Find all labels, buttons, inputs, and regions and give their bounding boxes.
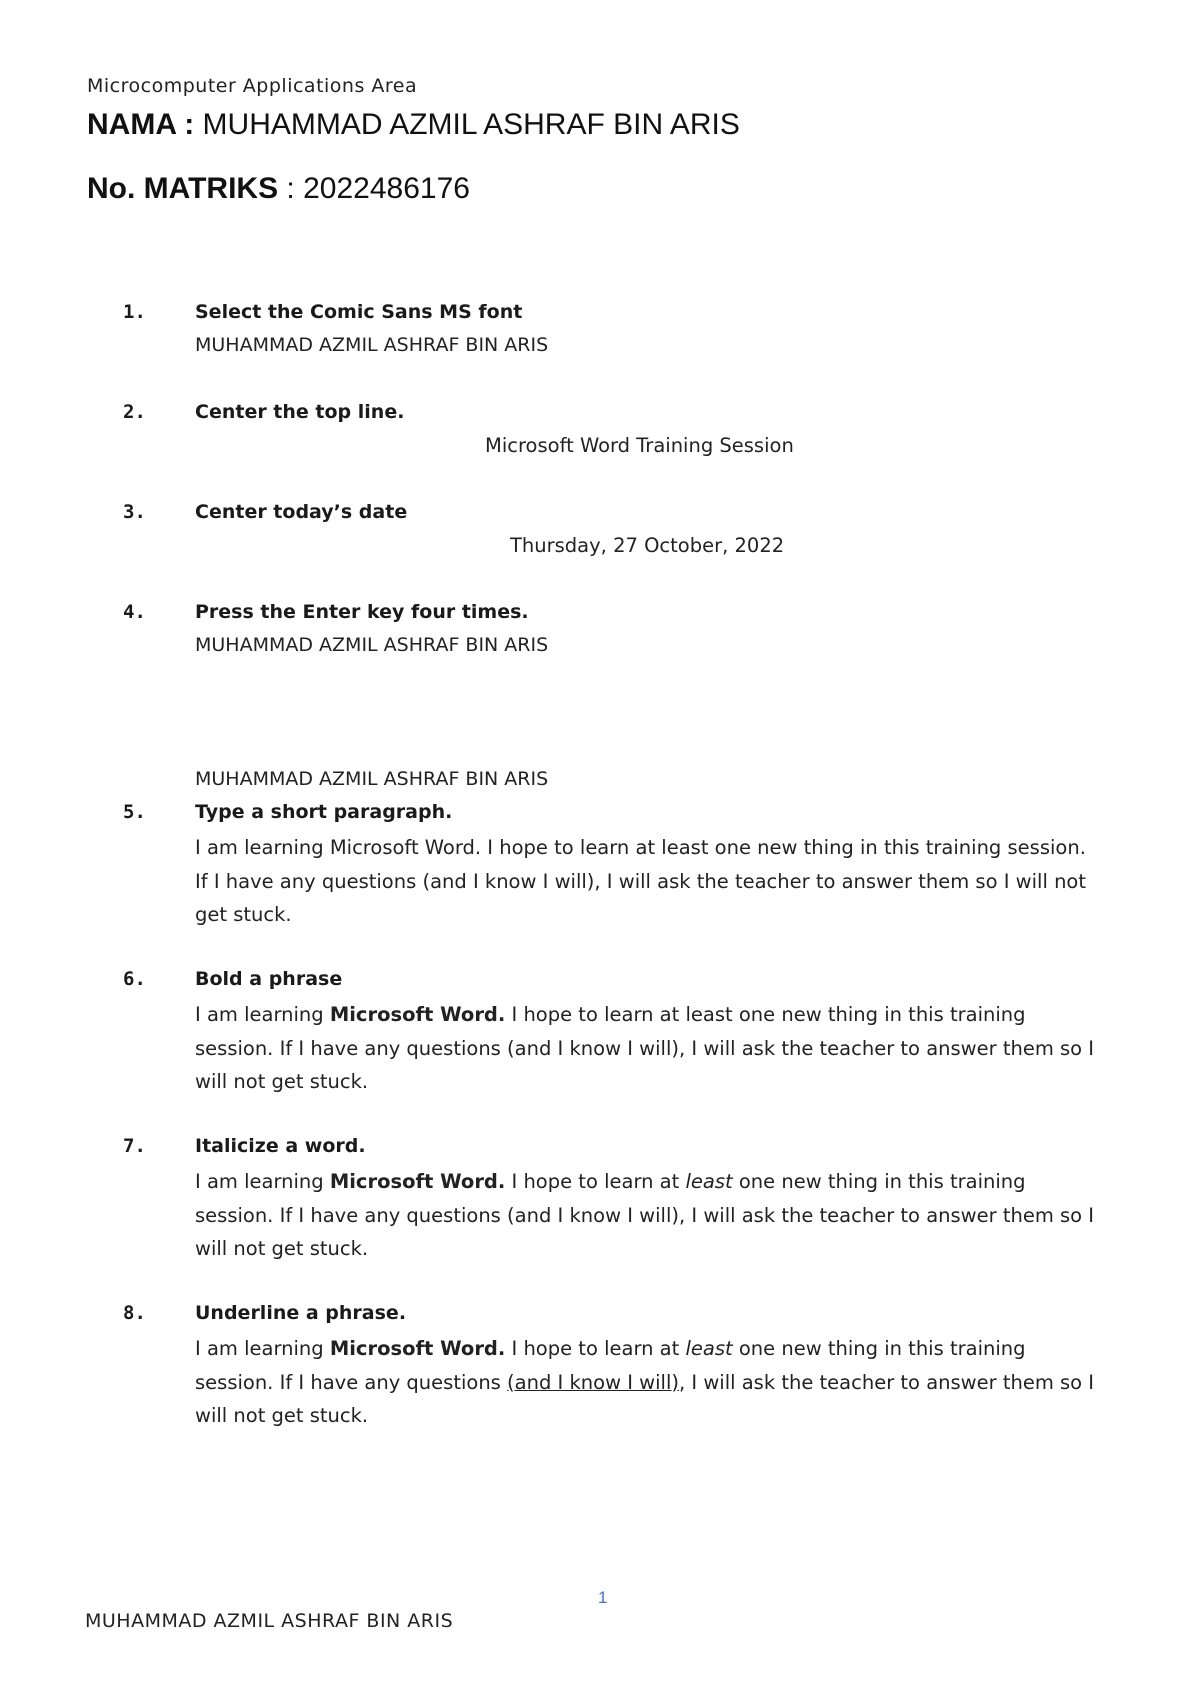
matric-value: 2022486176 <box>303 172 470 205</box>
item-5-number: 5. <box>123 801 146 823</box>
item-5-instruction: Type a short paragraph. <box>195 801 453 823</box>
item-8-paragraph: I am learning Microsoft Word. I hope to learn at least one new thing in this training session. If I have any questions (and I know I will), I will ask the teacher to answer them so I will not get stuck. <box>195 1337 1095 1427</box>
item-7-instruction: Italicize a word. <box>195 1135 366 1157</box>
item-4-number: 4. <box>123 601 146 623</box>
matric-line <box>87 172 470 206</box>
item-4-instruction: Press the Enter key four times. <box>195 601 529 623</box>
item-2-centered-title: Microsoft Word Training Session <box>485 434 794 457</box>
item-2-number: 2. <box>123 401 146 423</box>
item-7-paragraph: I am learning Microsoft Word. I hope to learn at least one new thing in this training session. If I have any questions (and I know I will), I will ask the teacher to answer them so I will not get stuck. <box>195 1170 1095 1260</box>
name-value: MUHAMMAD AZMIL ASHRAF BIN ARIS <box>202 108 740 141</box>
item-3-number: 3. <box>123 501 146 523</box>
name-separator: : <box>175 108 203 141</box>
item-3-centered-date: Thursday, 27 October, 2022 <box>510 534 785 557</box>
item-1-number: 1. <box>123 301 146 323</box>
item-4-text: MUHAMMAD AZMIL ASHRAF BIN ARIS <box>195 634 549 656</box>
item-7-number: 7. <box>123 1135 146 1157</box>
name-label: NAMA <box>87 108 176 141</box>
item-1-instruction: Select the Comic Sans MS font <box>195 301 523 323</box>
underlined-phrase: (and I know I will) <box>507 1370 679 1394</box>
item-3-instruction: Center today’s date <box>195 501 408 523</box>
item-8-number: 8. <box>123 1302 146 1324</box>
item-8-instruction: Underline a phrase. <box>195 1302 407 1324</box>
footer-author: MUHAMMAD AZMIL ASHRAF BIN ARIS <box>85 1610 454 1632</box>
item-2-instruction: Center the top line. <box>195 401 405 423</box>
bold-phrase: Microsoft Word. <box>329 1003 506 1026</box>
name-line <box>87 108 740 142</box>
plain-phrase-2: (and I know I will) <box>422 869 595 893</box>
matric-separator: : <box>278 172 304 205</box>
item-6-number: 6. <box>123 968 146 990</box>
plain-phrase: Microsoft Word. <box>329 836 482 859</box>
item-6-paragraph: I am learning Microsoft Word. I hope to learn at least one new thing in this training session. If I have any questions (and I know I will), I will ask the teacher to answer them so I will not get stuck. <box>195 1003 1095 1093</box>
plain-word: least <box>661 836 709 859</box>
document-subtitle: Microcomputer Applications Area <box>87 75 418 97</box>
item-4-text-after-enter: MUHAMMAD AZMIL ASHRAF BIN ARIS <box>195 768 549 790</box>
item-5-paragraph: I am learning Microsoft Word. I hope to learn at least one new thing in this training session. If I have any questions (and I know I will), I will ask the teacher to answer them so I will not get stuck. <box>195 836 1087 926</box>
item-1-text: MUHAMMAD AZMIL ASHRAF BIN ARIS <box>195 334 549 356</box>
item-6-instruction: Bold a phrase <box>195 968 343 990</box>
italic-word: least <box>685 1170 733 1193</box>
page-number: 1 <box>598 1588 608 1607</box>
matric-label: No. MATRIKS <box>87 172 279 205</box>
